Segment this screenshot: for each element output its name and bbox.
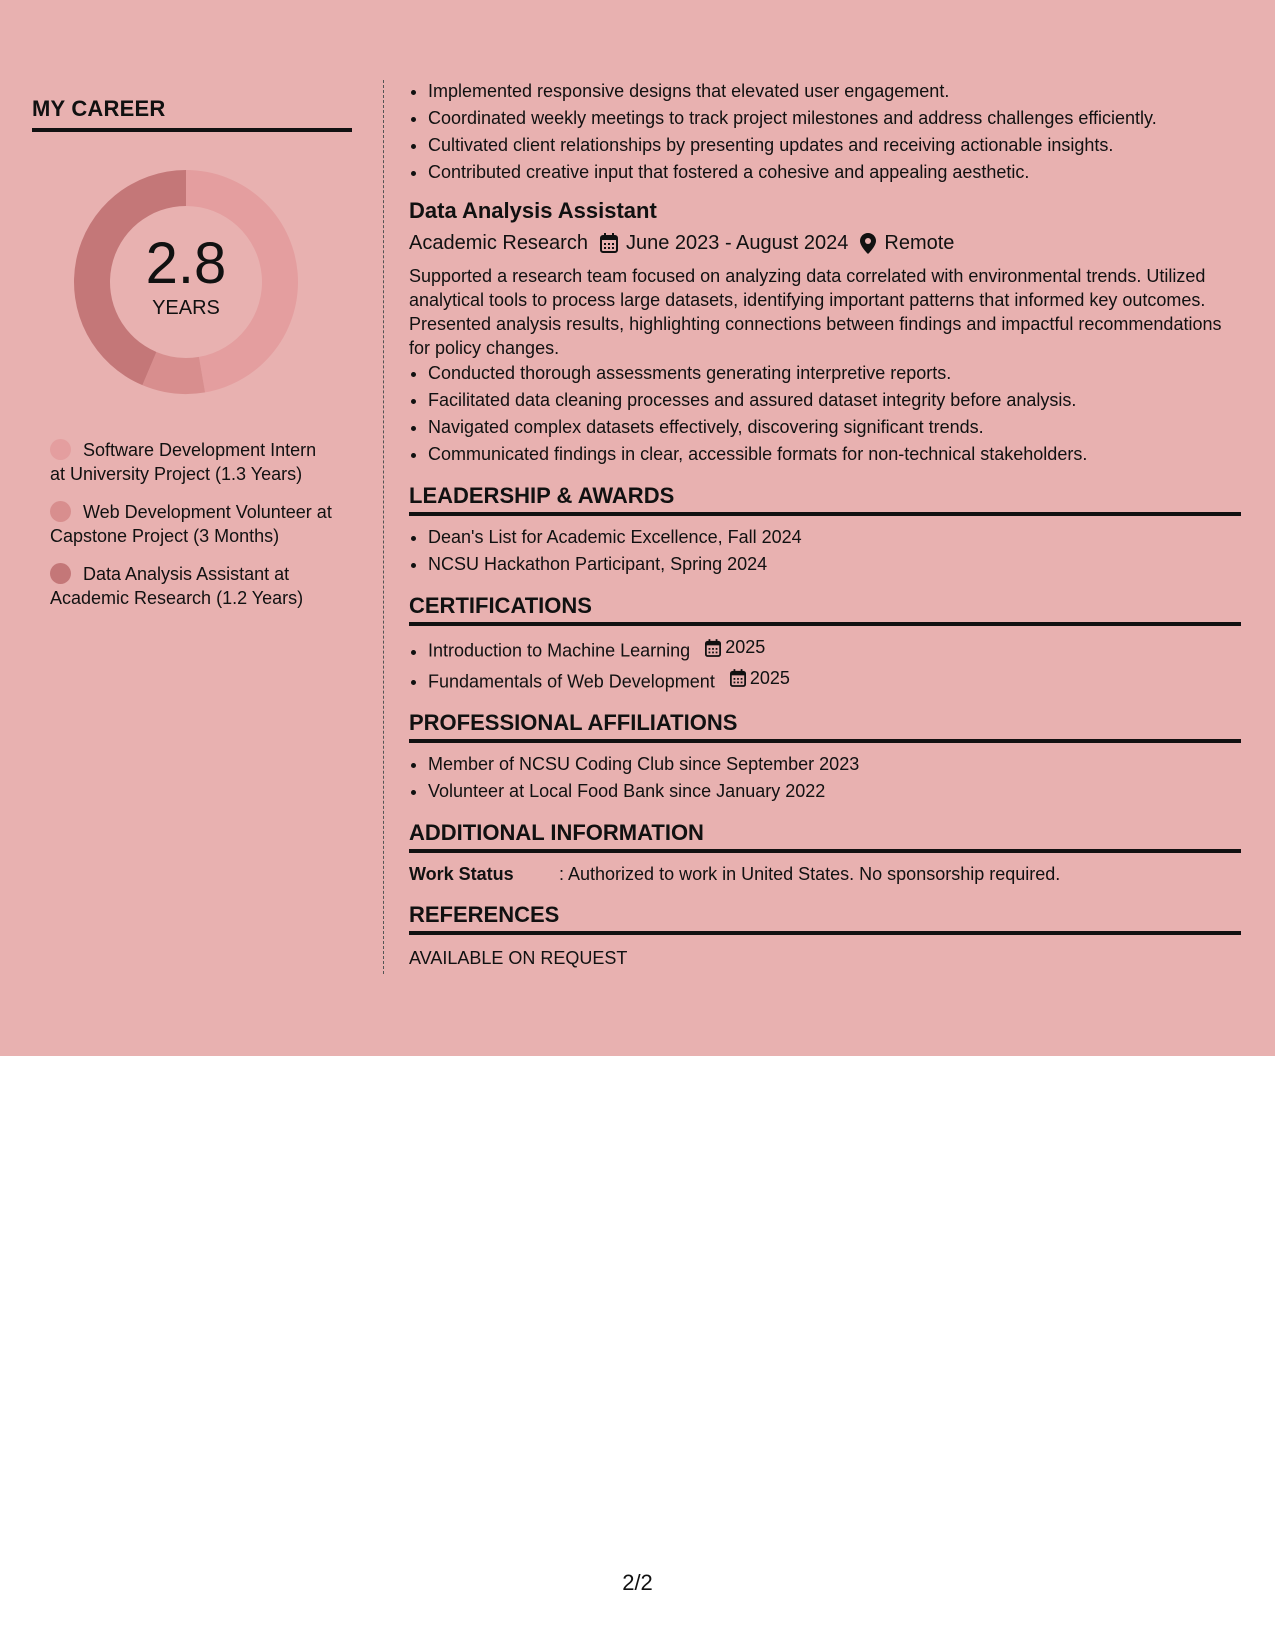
bullet-item: • Navigated complex datasets effectively, discovering significant trends. xyxy=(428,414,1241,441)
career-legend xyxy=(50,438,335,610)
legend-dot xyxy=(50,563,71,584)
job-description: Supported a research team focused on analyzing data correlated with environmental trends. Utilized analytical tools to process large datasets, identifying important patterns that informed key outcomes. Presented analysis results, highlighting connections between findings and impactful recommendations for policy changes. xyxy=(409,266,1222,358)
bullet-item: • Communicated findings in clear, accessible formats for non-technical stakeholders. xyxy=(428,441,1241,468)
location-pin-icon xyxy=(860,233,876,254)
certification-item xyxy=(428,665,1241,696)
career-title: MY CAREER xyxy=(32,96,352,132)
bullet-item: • Implemented responsive designs that elevated user engagement. xyxy=(428,78,1241,105)
bullet-item: • Coordinated weekly meetings to track project milestones and address challenges efficiently. xyxy=(428,105,1241,132)
certification-item xyxy=(428,634,1241,665)
donut-center xyxy=(66,162,306,402)
references-text: AVAILABLE ON REQUEST xyxy=(409,948,628,968)
job-company: Academic Research xyxy=(409,232,588,254)
job-meta xyxy=(409,228,1241,258)
calendar-icon xyxy=(730,669,746,687)
legend-label: Data Analysis Assistant at Academic Research (1.2 Years) xyxy=(50,564,304,608)
affiliations-list xyxy=(409,751,1241,805)
calendar-icon xyxy=(600,233,618,253)
certification-year: 2025 xyxy=(725,637,766,657)
career-total-years: 2.8 xyxy=(145,230,227,296)
work-status-label: Work Status xyxy=(409,864,514,884)
bullet-item: • Conducted thorough assessments generating interpretive reports. xyxy=(428,360,1241,387)
legend-item xyxy=(50,438,335,486)
page-number: 2/2 xyxy=(622,1570,653,1595)
legend-dot xyxy=(50,501,71,522)
job-dates: June 2023 - August 2024 xyxy=(625,232,849,254)
legend-label: Web Development Volunteer at Capstone Project (3 Months) xyxy=(50,502,332,546)
section-title-references: REFERENCES xyxy=(409,901,1241,935)
legend-label: Software Development Intern at University Project (1.3 Years) xyxy=(50,440,317,484)
legend-item xyxy=(50,562,335,610)
leadership-list xyxy=(409,524,1241,578)
calendar-icon xyxy=(705,639,721,657)
bullet-item: • Contributed creative input that fostered a cohesive and appealing aesthetic. xyxy=(428,159,1241,186)
column-divider xyxy=(383,80,384,974)
career-sidebar xyxy=(32,96,352,624)
work-status-row xyxy=(409,861,1241,887)
section-title-certifications: CERTIFICATIONS xyxy=(409,592,1241,626)
main-content xyxy=(409,78,1241,971)
certification-year: 2025 xyxy=(749,667,790,688)
work-status-value: : Authorized to work in United States. No sponsorship required. xyxy=(559,864,1061,884)
bullet-item: • Cultivated client relationships by presenting updates and receiving actionable insights. xyxy=(428,132,1241,159)
job-title: Data Analysis Assistant xyxy=(409,198,657,223)
certification-name: Introduction to Machine Learning xyxy=(428,640,691,661)
job-location: Remote xyxy=(884,232,955,254)
bullet-item: • Volunteer at Local Food Bank since January 2022 xyxy=(428,778,1241,805)
bullet-item: • NCSU Hackathon Participant, Spring 2024 xyxy=(428,551,1241,578)
previous-job-bullets xyxy=(409,78,1241,186)
certification-name: Fundamentals of Web Development xyxy=(428,671,715,691)
career-total-unit: YEARS xyxy=(152,296,220,319)
bullet-item: • Member of NCSU Coding Club since September 2023 xyxy=(428,751,1241,778)
section-title-affiliations: PROFESSIONAL AFFILIATIONS xyxy=(409,709,1241,743)
legend-dot xyxy=(50,439,71,460)
section-title-leadership: LEADERSHIP & AWARDS xyxy=(409,482,1241,516)
job-bullets xyxy=(409,360,1241,468)
bullet-item: • Facilitated data cleaning processes and assured dataset integrity before analysis. xyxy=(428,387,1241,414)
bullet-item: • Dean's List for Academic Excellence, Fall 2024 xyxy=(428,524,1241,551)
career-donut-chart xyxy=(66,162,306,402)
certifications-list xyxy=(409,634,1241,695)
section-title-additional: ADDITIONAL INFORMATION xyxy=(409,819,1241,853)
legend-item xyxy=(50,500,335,548)
